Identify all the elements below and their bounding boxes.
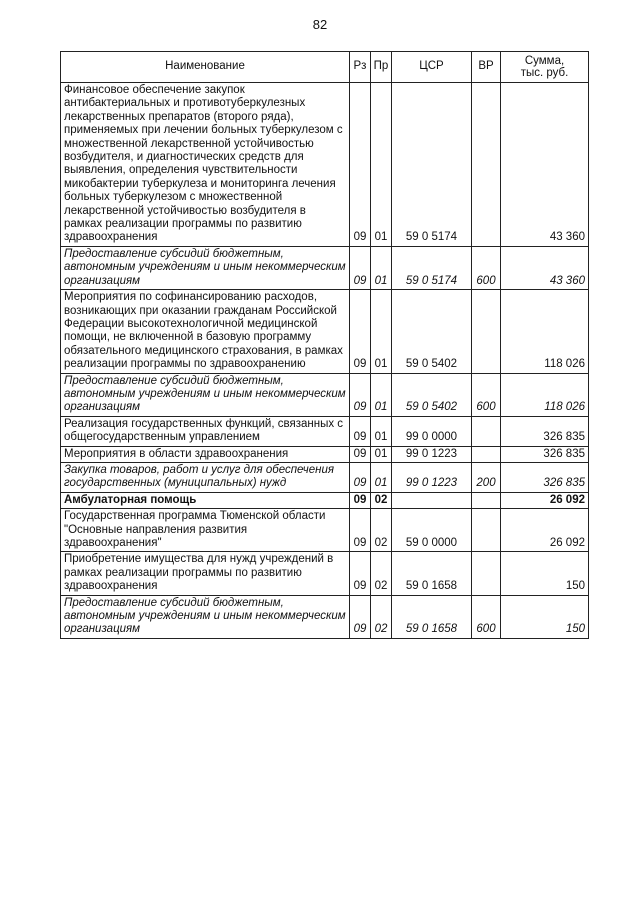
row-csr-cell: 99 0 1223: [392, 446, 472, 462]
header-vr: ВР: [472, 52, 501, 83]
row-vr-cell: [472, 492, 501, 508]
row-csr-cell: 59 0 5402: [392, 290, 472, 373]
table-row: [61, 290, 589, 373]
table-row: [61, 373, 589, 416]
row-vr-cell: [472, 416, 501, 446]
row-name-cell: Предоставление субсидий бюджетным, автономным учреждениям и иным некоммерческим организациям: [61, 373, 350, 416]
row-pr-cell: 01: [371, 373, 392, 416]
table-row: [61, 246, 589, 289]
table-row: [61, 492, 589, 508]
header-sum: [501, 52, 589, 83]
row-sum-cell: 26 092: [501, 509, 589, 552]
table-header-row: [61, 52, 589, 83]
row-vr-cell: [472, 552, 501, 595]
row-rz-cell: 09: [350, 509, 371, 552]
row-pr-cell: 02: [371, 595, 392, 638]
table-row: [61, 595, 589, 638]
row-vr-cell: 200: [472, 462, 501, 492]
table-row: [61, 83, 589, 247]
row-csr-cell: 99 0 0000: [392, 416, 472, 446]
row-vr-cell: [472, 509, 501, 552]
row-rz-cell: 09: [350, 83, 371, 247]
row-csr-cell: 59 0 5174: [392, 246, 472, 289]
header-name: Наименование: [61, 52, 350, 83]
row-rz-cell: 09: [350, 446, 371, 462]
row-vr-cell: 600: [472, 595, 501, 638]
table-row: [61, 552, 589, 595]
row-pr-cell: 02: [371, 492, 392, 508]
row-rz-cell: 09: [350, 595, 371, 638]
row-name-cell: Мероприятия в области здравоохранения: [61, 446, 350, 462]
row-csr-cell: 59 0 5402: [392, 373, 472, 416]
header-sum-line1: Сумма,: [524, 55, 565, 67]
row-sum-cell: 326 835: [501, 446, 589, 462]
table-row: [61, 462, 589, 492]
row-rz-cell: 09: [350, 246, 371, 289]
row-name-cell: Государственная программа Тюменской области "Основные направления развития здравоохранения": [61, 509, 350, 552]
row-csr-cell: 59 0 5174: [392, 83, 472, 247]
row-sum-cell: 43 360: [501, 246, 589, 289]
header-csr: ЦСР: [392, 52, 472, 83]
row-pr-cell: 01: [371, 246, 392, 289]
row-vr-cell: [472, 446, 501, 462]
row-pr-cell: 01: [371, 446, 392, 462]
row-rz-cell: 09: [350, 492, 371, 508]
row-pr-cell: 02: [371, 552, 392, 595]
table-row: [61, 509, 589, 552]
header-sum-line2: тыс. руб.: [520, 67, 569, 79]
row-csr-cell: 99 0 1223: [392, 462, 472, 492]
row-sum-cell: 43 360: [501, 83, 589, 247]
header-rz: Рз: [350, 52, 371, 83]
row-sum-cell: 26 092: [501, 492, 589, 508]
row-sum-cell: 150: [501, 595, 589, 638]
page-number: 82: [312, 17, 328, 32]
row-vr-cell: 600: [472, 373, 501, 416]
row-csr-cell: [392, 492, 472, 508]
row-rz-cell: 09: [350, 416, 371, 446]
table-row: [61, 416, 589, 446]
row-name-cell: Амбулаторная помощь: [61, 492, 350, 508]
row-name-cell: Приобретение имущества для нужд учреждений в рамках реализации программы по развитию здравоохранения: [61, 552, 350, 595]
row-sum-cell: 326 835: [501, 462, 589, 492]
row-sum-cell: 150: [501, 552, 589, 595]
row-sum-cell: 118 026: [501, 373, 589, 416]
header-pr: Пр: [371, 52, 392, 83]
row-vr-cell: [472, 83, 501, 247]
row-rz-cell: 09: [350, 290, 371, 373]
row-name-cell: Предоставление субсидий бюджетным, автономным учреждениям и иным некоммерческим организациям: [61, 246, 350, 289]
row-pr-cell: 01: [371, 83, 392, 247]
row-rz-cell: 09: [350, 552, 371, 595]
row-rz-cell: 09: [350, 373, 371, 416]
row-pr-cell: 01: [371, 290, 392, 373]
budget-table: [60, 51, 589, 639]
row-pr-cell: 01: [371, 462, 392, 492]
row-sum-cell: 326 835: [501, 416, 589, 446]
row-csr-cell: 59 0 0000: [392, 509, 472, 552]
row-name-cell: Реализация государственных функций, связанных с общегосударственным управлением: [61, 416, 350, 446]
row-name-cell: Закупка товаров, работ и услуг для обеспечения государственных (муниципальных) нужд: [61, 462, 350, 492]
row-pr-cell: 01: [371, 416, 392, 446]
row-pr-cell: 02: [371, 509, 392, 552]
row-name-cell: Финансовое обеспечение закупок антибактериальных и противотуберкулезных лекарственных препаратов (второго ряда), применяемых при лечении больных туберкулезом с множественной лекарственной устойчивостью возбудителя, и диагностических средств для выявления, определения чувствительности микобактерии туберкулеза и мониторинга лечения больных туберкулезом с множественной лекарственной устойчивостью возбудителя в рамках реализации программы по развитию здравоохранения: [61, 83, 350, 247]
table-row: [61, 446, 589, 462]
row-csr-cell: 59 0 1658: [392, 552, 472, 595]
row-csr-cell: 59 0 1658: [392, 595, 472, 638]
row-name-cell: Предоставление субсидий бюджетным, автономным учреждениям и иным некоммерческим организациям: [61, 595, 350, 638]
row-vr-cell: [472, 290, 501, 373]
row-rz-cell: 09: [350, 462, 371, 492]
row-name-cell: Мероприятия по софинансированию расходов, возникающих при оказании гражданам Российской Федерации высокотехнологичной медицинской помощи, не включенной в базовую программу обязательного медицинского страхования, в рамках реализации программы по здравоохранению: [61, 290, 350, 373]
row-vr-cell: 600: [472, 246, 501, 289]
row-sum-cell: 118 026: [501, 290, 589, 373]
